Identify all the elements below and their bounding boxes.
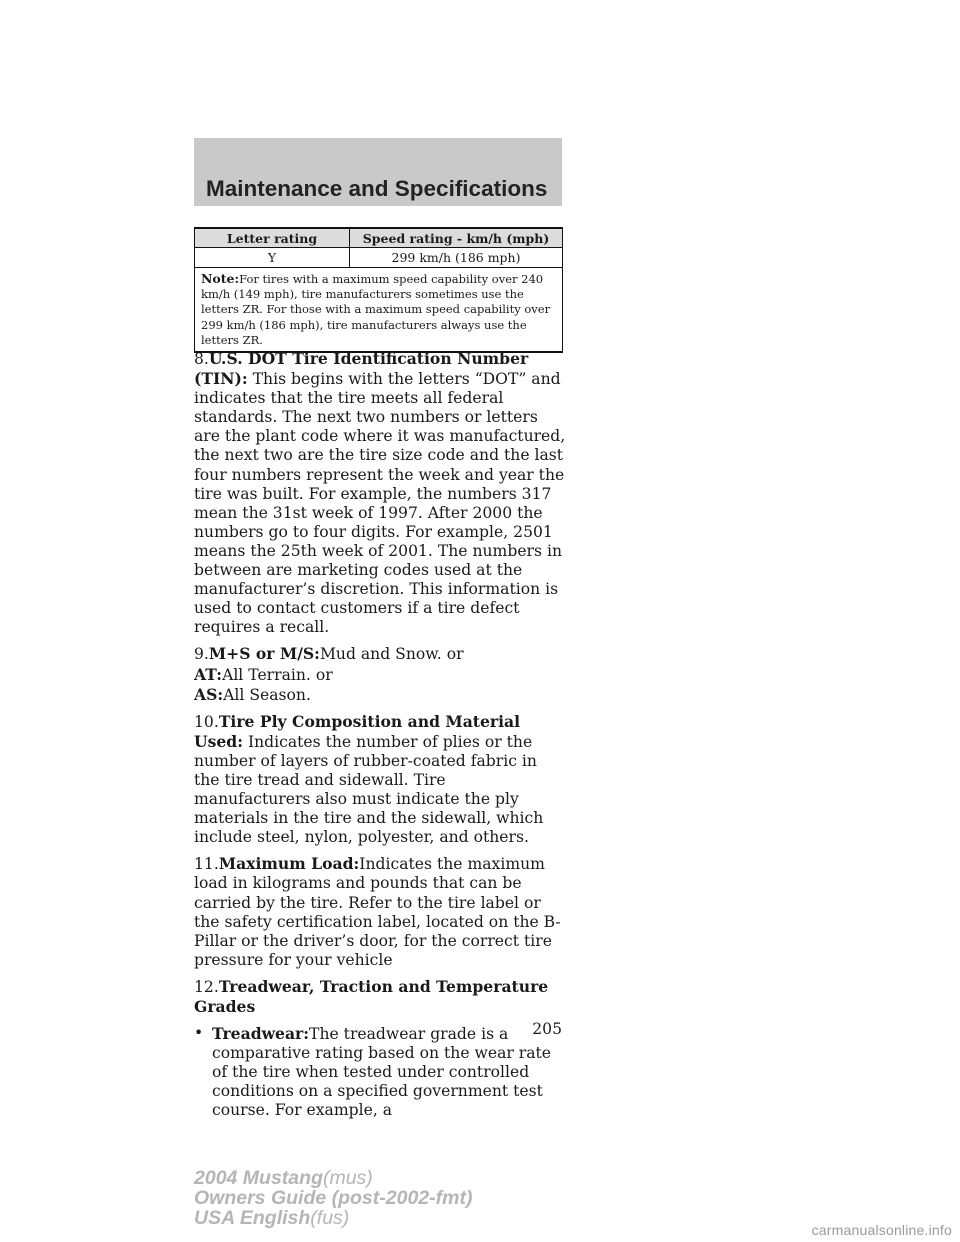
footer-language: USA English — [194, 1207, 311, 1229]
section-11-number: 11. — [194, 855, 219, 874]
section-12-number: 12. — [194, 977, 219, 996]
section-8 — [194, 349, 566, 637]
as-label: AS: — [194, 684, 224, 704]
section-10-text: Indicates the number of plies or the number of layers of rubber-coated fabric in the tire tread and sidewall. Tire manufacturers also must indicate the ply materials in the tire and the sidewall, which include steel, nylon, polyester, and others. — [194, 732, 544, 847]
footer-model-code: (mus) — [322, 1167, 373, 1189]
footer-line-3 — [194, 1208, 472, 1228]
section-9-as — [194, 685, 566, 705]
bullet-icon: • — [194, 1024, 204, 1043]
section-8-text: This begins with the letters “DOT” and indicates that the tire meets all federal standards. The next two numbers or letters are the plant code where it was manufactured, the next two are the tire size code and the last four numbers represent the week and year the tire was built. For example, the numbers 317 mean the 31st week of 1997. After 2000 the numbers go to four digits. For example, 2501 means the 25th week of 2001. The numbers in between are marketing codes used at the manufacturer’s discretion. This information is used to contact customers if a tire defect requires a recall. — [194, 370, 566, 637]
section-9-at — [194, 665, 566, 685]
table-cell-speed: 299 km/h (186 mph) — [350, 248, 563, 268]
section-10-number: 10. — [194, 712, 219, 731]
page-title: Maintenance and Specifications — [206, 176, 548, 201]
as-text: All Season. — [223, 685, 311, 704]
table-cell-letter: Y — [195, 248, 350, 268]
section-8-heading: U.S. DOT Tire Identification Number (TIN): — [194, 349, 529, 389]
footer-line-1 — [194, 1168, 472, 1188]
treadwear-item — [194, 1024, 566, 1120]
table-header-speed-rating: Speed rating - km/h (mph) — [350, 228, 563, 248]
body-text — [194, 349, 566, 1128]
section-10 — [194, 712, 566, 848]
footer-line-2: Owners Guide (post-2002-fmt) — [194, 1187, 473, 1209]
table-note-row — [195, 268, 563, 353]
section-9-text: Mud and Snow. or — [319, 645, 464, 664]
section-12-heading: Treadwear, Traction and Temperature Grades — [194, 976, 549, 1016]
speed-rating-table — [194, 227, 563, 353]
section-8-number: 8. — [194, 350, 209, 368]
section-9-number: 9. — [194, 645, 209, 664]
footer-model: 2004 Mustang — [194, 1167, 323, 1189]
table-header-row — [195, 228, 563, 248]
page-number: 205 — [532, 1020, 562, 1038]
treadwear-label: Treadwear: — [212, 1024, 310, 1044]
table-note — [195, 268, 563, 353]
section-11-text: Indicates the maximum load in kilograms and pounds that can be carried by the tire. Refer to the tire label or the safety certification label, located on the B-Pillar or the driver’s door, for the correct tire pressure for your vehicle — [194, 855, 561, 969]
treadwear-text: The treadwear grade is a comparative rating based on the wear rate of the tire when tested under controlled conditions on a specified government test course. For example, a — [212, 1025, 552, 1120]
section-11 — [194, 854, 566, 970]
footer — [194, 1168, 472, 1228]
at-text: All Terrain. or — [222, 665, 333, 684]
footer-language-code: (fus) — [310, 1207, 350, 1229]
section-12 — [194, 977, 566, 1017]
section-10-heading: Tire Ply Composition and Material Used: — [194, 711, 521, 751]
section-9-heading: M+S or M/S: — [208, 644, 320, 664]
note-label: Note: — [201, 271, 240, 286]
section-11-heading: Maximum Load: — [218, 854, 360, 874]
table-row — [195, 248, 563, 268]
at-label: AT: — [194, 664, 223, 684]
table-header-letter-rating: Letter rating — [195, 228, 350, 248]
note-text: For tires with a maximum speed capability over 240 km/h (149 mph), tire manufacturers sometimes use the letters ZR. For those with a maximum speed capability over 299 km/h (186 mph), tire manufacturers always use the letters ZR. — [201, 272, 551, 347]
section-9 — [194, 644, 566, 664]
watermark: carmanualsonline.info — [811, 1222, 952, 1238]
